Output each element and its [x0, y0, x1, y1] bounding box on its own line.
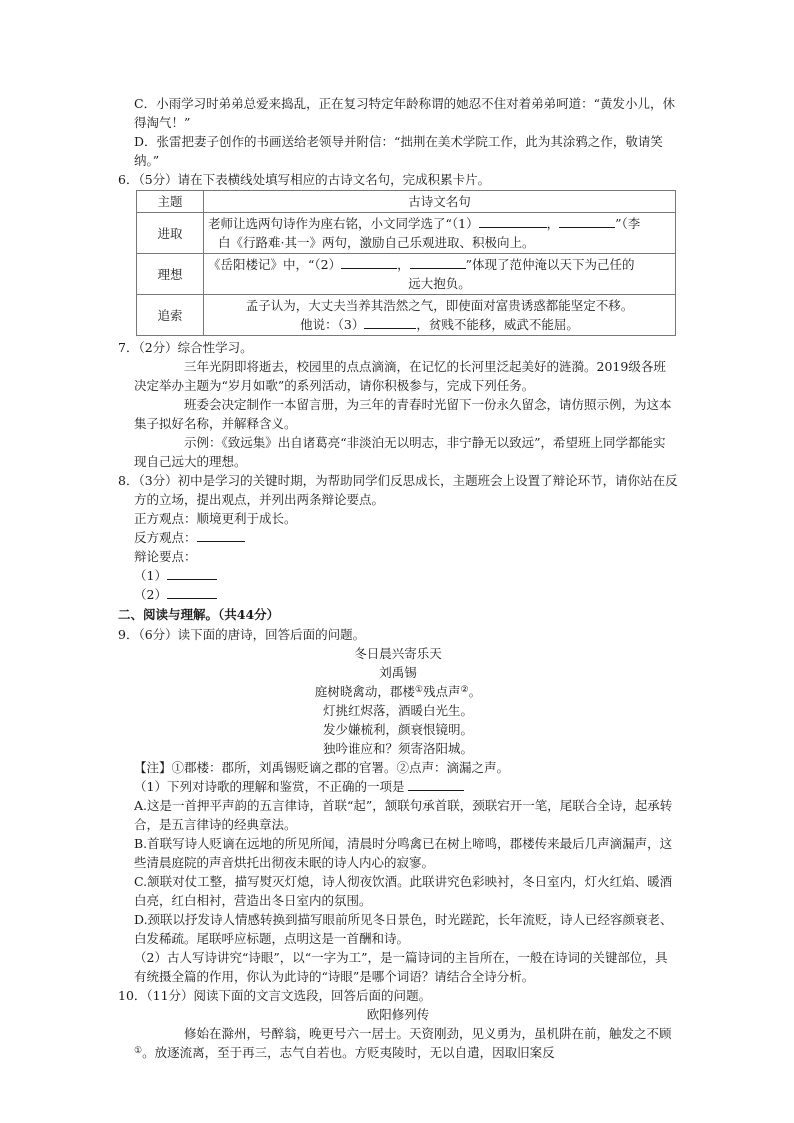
text: 老师让选两句诗作为座右铭，小文同学选了“（1）	[208, 216, 479, 231]
q5-option-c: C．小雨学习时弟弟总爱来捣乱，正在复习特定年龄称谓的她忍不住对着弟弟呵道：“黄发小儿，休得淘气！”	[134, 96, 675, 130]
row-content	[204, 254, 676, 295]
text: ，	[397, 257, 410, 272]
poem-title: 冬日晨兴寄乐天	[354, 646, 442, 661]
row-line	[208, 214, 671, 233]
table-header-theme: 主题	[137, 191, 204, 213]
q9-option-b: B.首联写诗人贬谪在远地的所见所闻，清晨时分鸣禽已在树上啼鸣，郡楼传来最后几声滴漏声，这些清晨庭院的声音烘托出彻夜未眠的诗人内心的寂寥。	[134, 836, 673, 870]
passage-title: 欧阳修列传	[366, 1007, 430, 1022]
answer-blank-q9[interactable]	[408, 777, 464, 791]
text: 。放逐流离，至于再三，志气自若也。方贬夷陵时，无以自遣，因取旧案反	[142, 1045, 555, 1060]
q9-option-c: C.颔联对仗工整，描写熨灭灯熄，诗人彻夜饮酒。此联讲究色彩映衬，冬日室内，灯火红焰、暖酒白亮，红白相衬，营造出冬日室内的氛围。	[134, 874, 673, 908]
text: ”（李	[615, 216, 641, 231]
q7-prompt: 7．（2分）综合性学习。	[118, 340, 253, 355]
note-marker-2: ②	[460, 685, 469, 695]
q9-sub2: （2）古人写诗讲究“诗眼”，以“一字为工”，是一篇诗词的主旨所在，一般在诗词的关键部位，具有统摄全篇的作用，你认为此诗的“诗眼”是哪个词语？请结合全诗分析。	[134, 950, 668, 984]
row-theme: 进取	[137, 213, 204, 254]
q9-prompt: 9．（6分）读下面的唐诗，回答后面的问题。	[118, 627, 366, 642]
q8-con-view	[118, 528, 678, 547]
text: ”体现了范仲淹以天下为己任的	[465, 257, 635, 272]
row-content	[204, 295, 676, 336]
row-theme: 追索	[137, 295, 204, 336]
poem-line: 独吟谁应和？须寄洛阳城。	[322, 741, 473, 756]
q8-pro-view: 正方观点：顺境更利于成长。	[134, 511, 297, 526]
row-line: 孟子认为，大丈夫当养其浩然之气，即使面对富贵诱惑都能坚定不移。	[245, 298, 634, 313]
text: 反方观点：	[134, 530, 197, 545]
text: （1）下列对诗歌的理解和鉴赏，不正确的一项是	[134, 779, 405, 794]
note-marker-1: ①	[414, 685, 423, 695]
q9-sub1	[118, 777, 678, 796]
q8-point-2	[118, 585, 678, 604]
passage-body	[118, 1024, 678, 1062]
exam-page	[118, 94, 678, 1062]
row-line	[208, 255, 671, 274]
q7-paragraph: 示例：《致远集》出自诸葛亮“非淡泊无以明志，非宁静无以致远”，希望班上同学都能实现自己远大的理想。	[134, 435, 666, 469]
answer-blank-2b[interactable]	[410, 255, 466, 269]
table-row	[137, 295, 676, 336]
answer-blank-1b[interactable]	[559, 214, 615, 228]
q7-paragraph: 班委会决定制作一本留言册，为三年的青春时光留下一份永久留念，请仿照示例，为这本集子拟好名称，并解释含义。	[134, 397, 672, 431]
q8-prompt: 8．（3分）初中是学习的关键时期，为帮助同学们反思成长，主题班会上设置了辩论环节，请你站在反方的立场，提出观点，并列出两条辩论要点。	[118, 473, 678, 507]
row-theme: 理想	[137, 254, 204, 295]
text: 修始在滁州，号醉翁，晚更号六一居士。天资刚劲，见义勇为，虽机阱在前，触发之不顾	[184, 1026, 672, 1041]
answer-blank-point2[interactable]	[167, 585, 217, 599]
text: （1）	[134, 568, 167, 583]
table-header-quote: 古诗文名句	[204, 191, 676, 213]
text: ，	[546, 216, 560, 231]
row-content	[204, 213, 676, 254]
text: 残点声	[422, 684, 461, 699]
poem-line: 灯挑红烬落，酒暖白光生。	[322, 703, 473, 718]
q9-option-a: A.这是一首押平声韵的五言律诗，首联“起”，颔联句承首联，颈联宕开一笔，尾联合全诗，起承转合，是五言律诗的经典章法。	[134, 798, 673, 832]
table-row	[137, 213, 676, 254]
row-line: 白《行路难·其一》两句，激励自己乐观进取、积极向上。	[218, 235, 535, 250]
table-header-row	[137, 191, 676, 213]
text: 。	[468, 684, 482, 699]
q10-prompt: 10．（11分）阅读下面的文言文选段，回答后面的问题。	[118, 988, 432, 1003]
q8-points-label: 辩论要点：	[134, 549, 197, 564]
poem-author: 刘禹锡	[379, 665, 417, 680]
note-marker-1: ①	[134, 1046, 143, 1056]
poem-note: 【注】①郡楼：郡所，刘禹锡贬谪之郡的官署。②点声：滴漏之声。	[134, 760, 510, 775]
answer-blank-con[interactable]	[197, 528, 245, 542]
answer-blank-3[interactable]	[364, 315, 416, 329]
q6-card-table	[136, 190, 676, 336]
answer-blank-point1[interactable]	[167, 566, 217, 580]
table-row	[137, 254, 676, 295]
row-line	[208, 315, 671, 334]
section-heading: 二、阅读与理解。（共44分）	[118, 607, 280, 622]
q7-paragraph: 三年光阴即将逝去，校园里的点点滴滴，在记忆的长河里泛起美好的涟漪。2019级各班决定举办主题为“岁月如歌”的系列活动，请你积极参与，完成下列任务。	[134, 359, 666, 393]
q9-option-d: D.颈联以抒发诗人情感转换到描写眼前所见冬日景色，时光蹉跎，长年流贬，诗人已经容颜衰老、白发稀疏。尾联呼应标题，点明这是一首酬和诗。	[134, 912, 673, 946]
text: ，贫贱不能移，威武不能屈。	[416, 317, 579, 332]
q6-prompt: 6．（5分）请在下表横线处填写相应的古诗文名句，完成积累卡片。	[118, 172, 491, 187]
poem-line	[118, 682, 678, 701]
q8-point-1	[118, 566, 678, 585]
text: 庭树晓禽动，郡楼	[314, 684, 415, 699]
text: （2）	[134, 587, 167, 602]
text: 《岳阳楼记》中，“（2）	[208, 257, 342, 272]
row-line: 远大抱负。	[408, 276, 471, 291]
poem-line: 发少嫌梳利，颜衰恨镜明。	[322, 722, 473, 737]
answer-blank-2a[interactable]	[341, 255, 397, 269]
answer-blank-1a[interactable]	[479, 214, 547, 228]
text: 他说：（3）	[300, 317, 365, 332]
q5-option-d: D．张雷把妻子创作的书画送给老领导并附信：“拙荆在美术学院工作，此为其涂鸦之作，敬请笑纳。”	[134, 134, 663, 168]
